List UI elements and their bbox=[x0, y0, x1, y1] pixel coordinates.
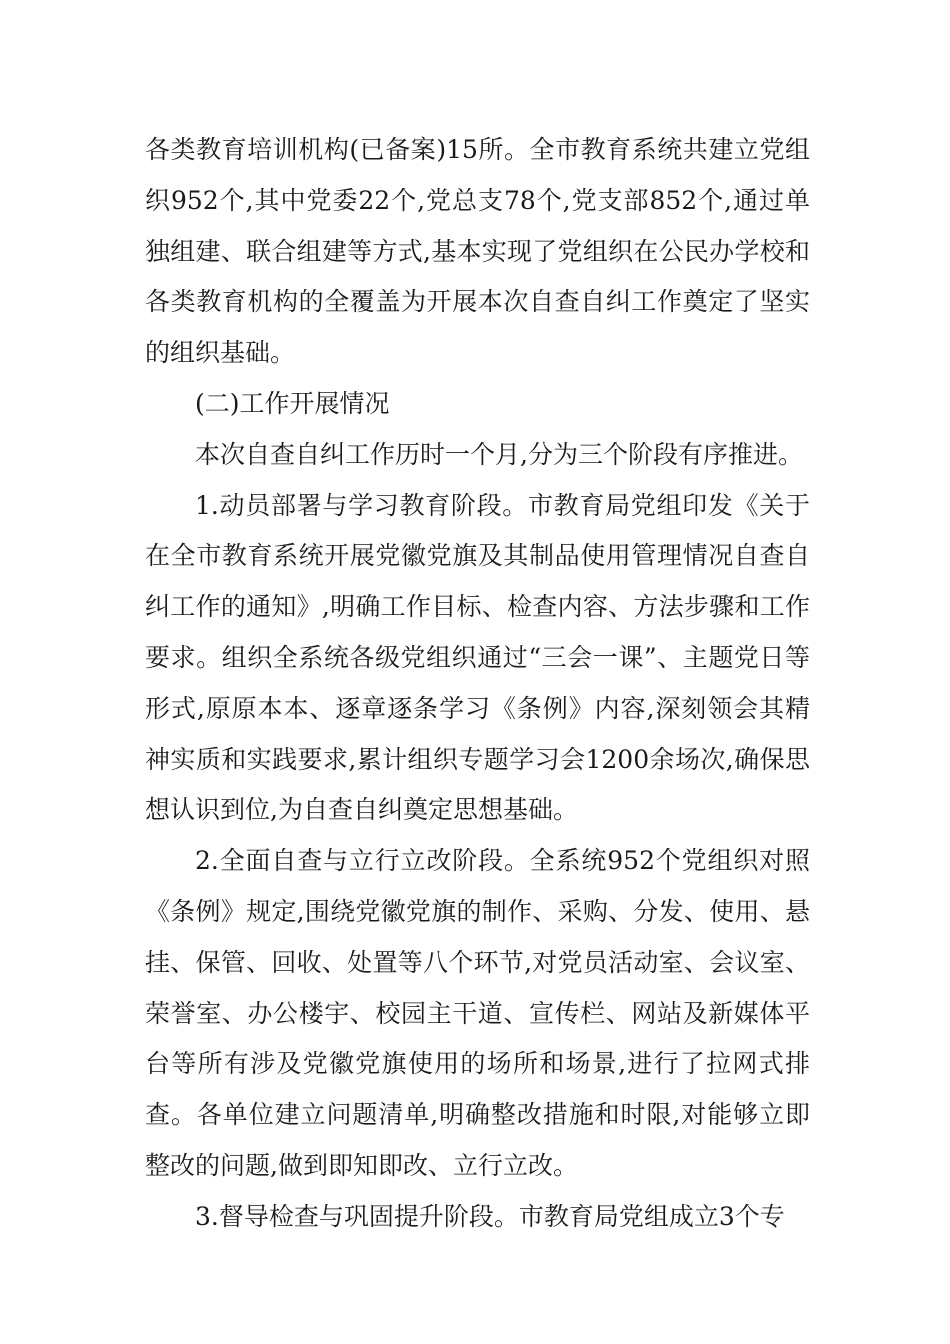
paragraph-stage-2: 2.全面自查与立行立改阶段。全系统952个党组织对照《条例》规定,围绕党徽党旗的制作、采购、分发、使用、悬挂、保管、回收、处置等八个环节,对党员活动室、会议室、荣誉室、办公楼宇、校园主干道、宣传栏、网站及新媒体平台等所有涉及党徽党旗使用的场所和场景,进行了拉网式排查。各单位建立问题清单,明确整改措施和时限,对能够立即整改的问题,做到即知即改、立行立改。 bbox=[145, 846, 810, 1180]
paragraph-work-summary: 本次自查自纠工作历时一个月,分为三个阶段有序推进。 bbox=[195, 439, 803, 469]
section-heading-work-progress: (二)工作开展情况 bbox=[195, 388, 390, 418]
paragraph-stage-3: 3.督导检查与巩固提升阶段。市教育局党组成立3个专 bbox=[195, 1201, 785, 1231]
paragraph-org-overview: 各类教育培训机构(已备案)15所。全市教育系统共建立党组织952个,其中党委22个,党总支78个,党支部852个,通过单独组建、联合组建等方式,基本实现了党组织在公民办学校和各类教育机构的全覆盖为开展本次自查自纠工作奠定了坚实的组织基础。 bbox=[145, 135, 810, 368]
document-body bbox=[145, 125, 810, 1243]
paragraph-stage-1: 1.动员部署与学习教育阶段。市教育局党组印发《关于在全市教育系统开展党徽党旗及其制品使用管理情况自查自纠工作的通知》,明确工作目标、检查内容、方法步骤和工作要求。组织全系统各级党组织通过“三会一课”、主题党日等形式,原原本本、逐章逐条学习《条例》内容,深刻领会其精神实质和实践要求,累计组织专题学习会1200余场次,确保思想认识到位,为自查自纠奠定思想基础。 bbox=[145, 490, 810, 825]
